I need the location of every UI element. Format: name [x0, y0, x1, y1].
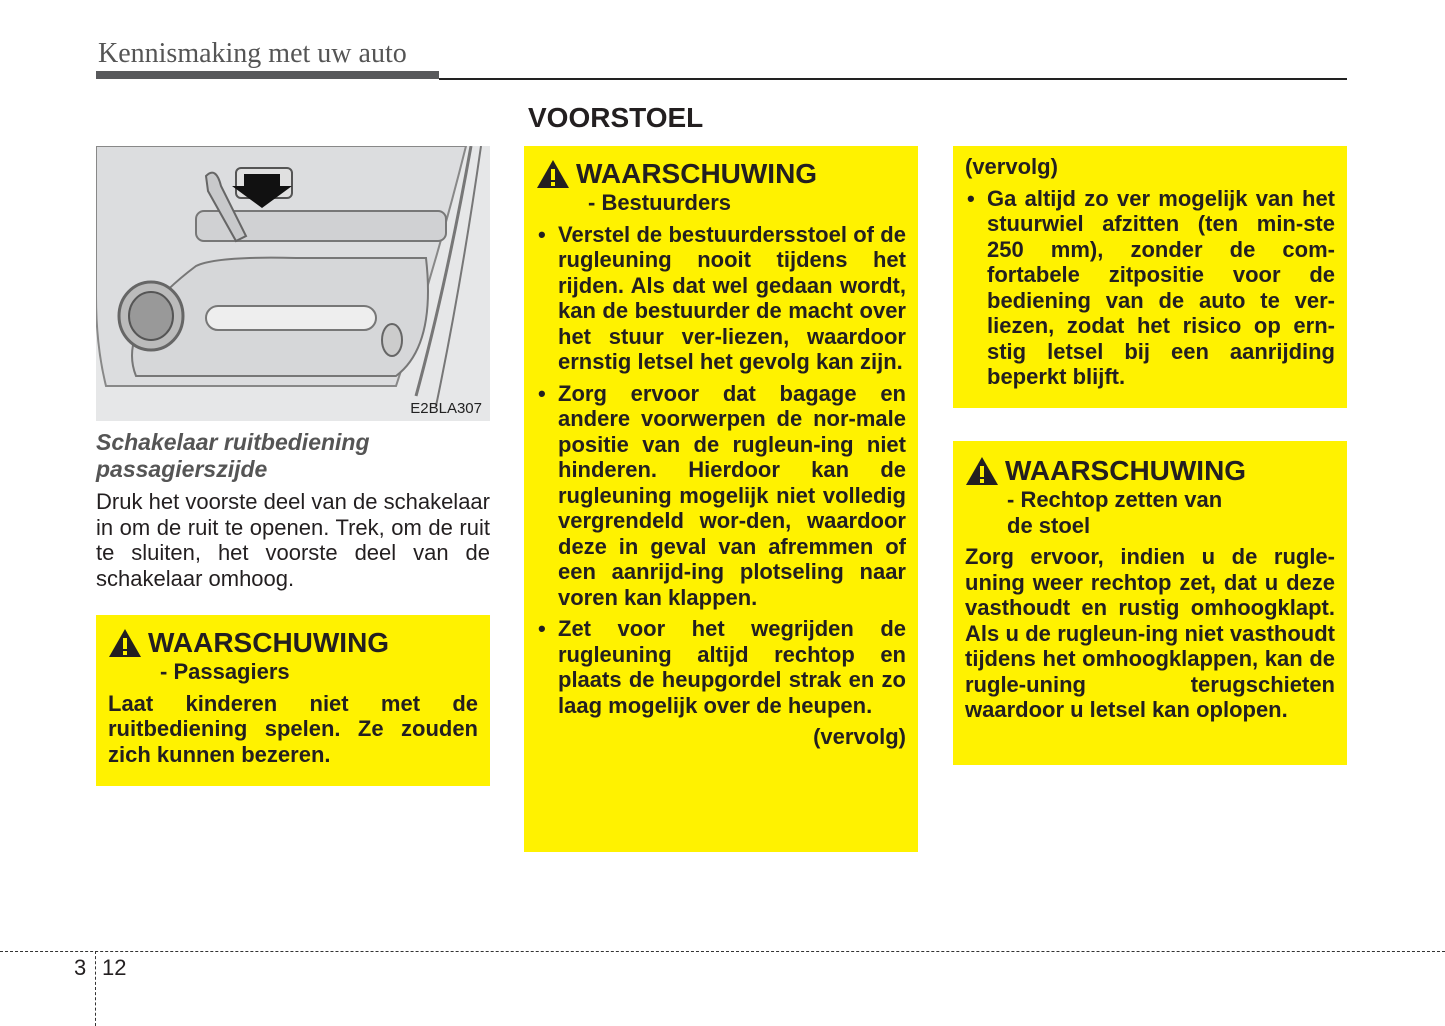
- header-rule: [439, 78, 1347, 80]
- warning-triangle-icon: [965, 456, 999, 486]
- warning-triangle-icon: [108, 628, 142, 658]
- warning-title: WAARSCHUWING: [576, 158, 818, 189]
- continued-label: (vervolg): [813, 724, 906, 749]
- figure-code: E2BLA307: [410, 400, 482, 417]
- continued-from-label: (vervolg): [965, 154, 1058, 179]
- warning-title: WAARSCHUWING: [1005, 455, 1247, 486]
- warning-subtitle: - Rechtop zetten van de stoel: [1007, 487, 1223, 538]
- warning-bullet: • Zet voor het wegrijden de rugleuning altijd rechtop en plaats de heupgordel strak en zo laag mogelijk over de heupen.: [536, 616, 906, 718]
- warning-bullet: • Zorg ervoor dat bagage en andere voorwerpen de nor-male positie van de rugleun-ing niet hinderen. Hierdoor kan de rugleuning mogelijk niet volledig vergrendeld wor-den, waardoor deze in geval van afremmen of een aanrijd-ing plotseling naar voren kan klappen.: [536, 381, 906, 611]
- warning-title: WAARSCHUWING: [148, 627, 390, 658]
- section-title: VOORSTOEL: [528, 102, 704, 133]
- door-switch-figure: [96, 146, 490, 421]
- header-bar: [96, 71, 439, 79]
- warning-text: Laat kinderen niet met de ruitbediening spelen. Ze zouden zich kunnen bezeren.: [108, 690, 478, 767]
- door-panel-illustration: [96, 146, 490, 421]
- page-number: 12: [102, 955, 127, 980]
- warning-subtitle: - Bestuurders: [588, 190, 732, 215]
- warning-box-drivers: [524, 146, 918, 852]
- figure-caption: Schakelaar ruitbediening passagierszijde: [96, 429, 370, 482]
- footer-rule: [0, 951, 1445, 952]
- warning-bullet: • Ga altijd zo ver mogelijk van het stuurwiel afzitten (ten min-ste 250 mm), zonder de com-fortabele zitpositie voor de bediening van de auto te ver-liezen, zodat het risico op ern-stig letsel bij een aanrijding beperkt blijft.: [965, 186, 1335, 390]
- warning-bullet: • Verstel de bestuurdersstoel of de rugleuning nooit tijdens het rijden. Als dat wel gedaan wordt, kan de bestuurder de macht over het stuur ver-liezen, waardoor ernstig letsel het gevolg kan zijn.: [536, 222, 906, 375]
- warning-box-passengers: [96, 615, 490, 786]
- footer-divider: [95, 951, 96, 1026]
- warning-subtitle: - Passagiers: [160, 659, 290, 684]
- warning-box-seat-upright: [953, 441, 1347, 765]
- body-paragraph: Druk het voorste deel van de schakelaar in om de ruit te openen. Trek, om de ruit te sluiten, het voorste deel van de schakelaar omhoog.: [96, 489, 490, 591]
- chapter-number: 3: [74, 955, 87, 980]
- warning-triangle-icon: [536, 159, 570, 189]
- warning-box-continued: [953, 146, 1347, 408]
- header-title: Kennismaking met uw auto: [98, 38, 407, 69]
- warning-text: Zorg ervoor, indien u de rugle-uning weer rechtop zet, dat u deze vasthoudt en rustig omhoogklapt. Als u de rugleun-ing niet vasthoudt tijdens het omhoogklappen, kan de rugle-uning terugschieten waardoor u letsel kan oplopen.: [965, 544, 1335, 722]
